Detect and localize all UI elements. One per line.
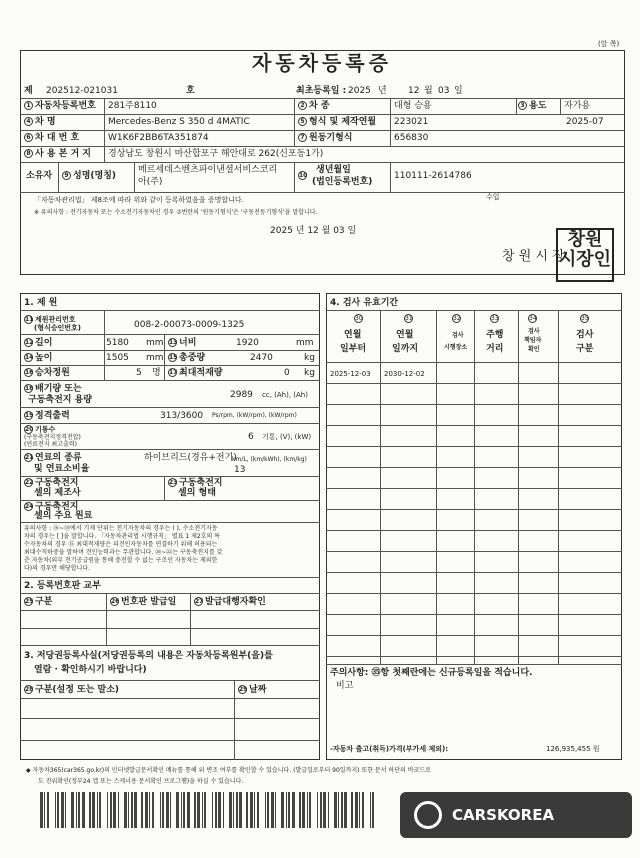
barcode-bar: [225, 792, 227, 828]
barcode-bar: [334, 792, 337, 828]
reg-no-value: 281주8110: [108, 101, 157, 111]
barcode-bar: [260, 792, 263, 828]
reg-no-label: 1 자동차등록번호: [24, 101, 96, 112]
barcode-bar: [338, 792, 339, 828]
barcode-bar: [341, 792, 343, 828]
barcode-bar: [370, 792, 371, 828]
barcode-bar: [288, 792, 290, 828]
vin-value: W1K6F2BB6TA351874: [108, 133, 209, 143]
barcode-bar: [365, 792, 368, 828]
inspection-col-line: [518, 310, 519, 664]
inspection-row-line: [326, 383, 622, 384]
col6-no: 35: [581, 315, 589, 322]
inspection-row-line: [326, 509, 622, 510]
seats-label: 16 승차정원: [25, 368, 70, 378]
barcode-bar: [254, 792, 255, 828]
col4-no: 33: [491, 315, 499, 322]
barcode-bar: [86, 792, 87, 828]
import-label: 수입: [486, 193, 500, 201]
barcode-bar: [257, 792, 259, 828]
certificate-title: 자동차등록증: [252, 51, 392, 75]
cyl-label-2: (구동축전지정격전압): [24, 434, 81, 441]
owner-name-label: 9 성명(명칭): [62, 171, 116, 182]
certificate-no: 202512-021031: [46, 86, 118, 96]
col3-header-b: 시행장소: [444, 344, 468, 351]
barcode-bar: [92, 792, 95, 828]
section2-col-3: 27 발급대행자확인: [195, 597, 266, 607]
inspection-row-line: [326, 614, 622, 615]
section2-col-2: 26 번호판 발급일: [111, 597, 177, 607]
length-value: 5180: [106, 338, 129, 348]
inspection-row-line: [326, 467, 622, 468]
barcode-bar: [265, 792, 266, 828]
inspection-row-line: [326, 446, 622, 447]
barcode-bar: [78, 792, 80, 828]
fuel-unit: km/L, (km/kWh), (km/kg): [232, 456, 307, 463]
col2-header: 연월: [396, 330, 414, 340]
barcode-bar: [307, 792, 308, 828]
barcode-bar: [208, 792, 211, 828]
length-unit: mm: [146, 338, 164, 348]
barcode-bar: [330, 792, 332, 828]
col3-no: 32: [453, 315, 461, 322]
notice-line-1: 「자동차관리법」 제8조에 따라 위와 같이 등록하였음을 증명합니다.: [34, 196, 244, 204]
barcode-bar: [181, 792, 182, 828]
barcode-bar: [82, 792, 85, 828]
barcode-bar: [44, 792, 45, 828]
barcode-bar: [212, 792, 213, 828]
load-label: 17 최대적재량: [169, 368, 223, 378]
issuer-name: 창 원 시 장: [502, 249, 565, 264]
footer-line-1: ◆ 자동차365(car365.go.kr)의 인터넷발급문서확인 메뉴를 통해 위 변조 여부를 확인할 수 있습니다. (발급일로부터 90일까지) 또한 문서 하단의 바코드로: [26, 767, 431, 774]
spec-caution-2: 차의 경우는 [ ]을 말합니다. 「자동차관리법 시행규칙」 별표 1 제2호의 특: [24, 533, 220, 540]
barcode-bar: [103, 792, 106, 828]
barcode-bar: [271, 792, 274, 828]
barcode-bar: [223, 792, 224, 828]
inspection-row-line: [326, 404, 622, 405]
first-reg-month: 12: [408, 86, 420, 96]
disp-unit: cc, (Ah), (Ah): [262, 391, 308, 399]
load-unit: kg: [304, 368, 315, 378]
col5-header-b: 책임자: [524, 337, 542, 344]
barcode-bar: [160, 792, 161, 828]
barcode-bar: [202, 792, 203, 828]
birth-circle: 10: [299, 172, 308, 179]
barcode-bar: [275, 792, 276, 828]
year-value: 2025-07: [566, 117, 604, 127]
section3-col-1: 28 구분(설정 또는 말소): [25, 685, 120, 695]
birth-label-2: (법인등록번호): [312, 177, 373, 187]
engine-label: 7 원동기형식: [298, 133, 352, 144]
power-label: 19 정격출력: [25, 411, 70, 421]
barcode-bar: [170, 792, 171, 828]
col2-no: 31: [405, 315, 413, 322]
year-label: 년: [378, 86, 387, 96]
barcode-bar: [50, 792, 53, 828]
inspection-row-line: [326, 425, 622, 426]
barcode-bar: [113, 792, 116, 828]
barcode-bar: [267, 792, 269, 828]
battery-maker-label-2: 셀의 제조사: [34, 488, 81, 498]
first-reg-day: 03: [438, 86, 450, 96]
barcode-bar: [351, 792, 353, 828]
barcode-bar: [120, 792, 122, 828]
disp-value: 2989: [230, 390, 253, 400]
model-label: 4 차 명: [24, 117, 56, 128]
barcode-bar: [99, 792, 101, 828]
section4-title: 4. 검사 유효기간: [330, 298, 399, 308]
barcode-bar: [239, 792, 242, 828]
use-value: 자가용: [564, 101, 591, 111]
barcode-bar: [71, 792, 74, 828]
inspection-row-line: [326, 362, 622, 363]
barcode-bar: [89, 792, 91, 828]
barcode-bar: [194, 792, 196, 828]
engine-value: 656830: [394, 133, 429, 143]
disp-label: 18 배기량 또는: [25, 384, 82, 394]
barcode-bar: [302, 792, 305, 828]
weight-label: 15 총중량: [169, 353, 206, 363]
barcode-bar: [349, 792, 350, 828]
col5-header: 검사: [528, 328, 540, 335]
barcode-bar: [76, 792, 77, 828]
inspection-col-line: [436, 310, 437, 664]
section2-col-1: 25 구분: [25, 597, 53, 607]
barcode-bar: [124, 792, 127, 828]
birth-label: 생년월일: [316, 165, 351, 175]
barcode-bar: [176, 792, 179, 828]
col3-header: 검사: [452, 332, 464, 339]
barcode-bar: [97, 792, 98, 828]
section3-title-2: 열람 · 확인하시기 바랍니다): [34, 665, 147, 675]
cyl-unit: 기통, (V), (kW): [262, 433, 312, 441]
height-label: 14 높이: [25, 353, 53, 363]
barcode-bar: [155, 792, 158, 828]
spec-no-value: 008-2-00073-0009-1325: [134, 320, 245, 330]
col1-header: 연월: [344, 330, 362, 340]
col4-header: 주행: [486, 330, 504, 340]
spec-caution-6: 다)의 경우만 해당합니다.: [24, 565, 91, 572]
seats-value: 5: [136, 368, 142, 378]
col2-header-b: 일까지: [392, 344, 419, 354]
width-unit: mm: [296, 338, 314, 348]
official-seal: 창원 시장인: [556, 228, 614, 282]
barcode-bar: [128, 792, 129, 828]
section4-caution: 주의사항: ㉟항 첫째란에는 신규등록일을 적습니다.: [330, 668, 533, 678]
barcode-bar: [110, 792, 112, 828]
spec-caution-3: 수자동차의 경우 ⑮ 최대적재량은 피견인자동차를 연결하기 위해 허용되는: [24, 541, 218, 548]
barcode-bar: [320, 792, 322, 828]
brand-watermark: [400, 792, 632, 838]
form-value: 223021: [394, 117, 429, 127]
weight-value: 2470: [250, 353, 273, 363]
cyl-value: 6: [248, 432, 254, 442]
width-label: 13 너비: [169, 338, 197, 348]
width-value: 1920: [236, 338, 259, 348]
barcode-bar: [145, 792, 148, 828]
barcode-bar: [61, 792, 64, 828]
barcode-bar: [317, 792, 318, 828]
vin-label: 6 차 대 번 호: [24, 133, 79, 144]
col6-header-b: 구분: [576, 344, 594, 354]
barcode-bar: [183, 792, 185, 828]
barcode-bar: [65, 792, 66, 828]
notice-line-2: ※ 유의사항 : 전기자동차 또는 수소전기자동차인 경우 ⑦번란의 '원동기형식'은 '구동전동기형식'을 말합니다.: [34, 209, 318, 216]
barcode-bar: [173, 792, 175, 828]
barcode-bar: [149, 792, 150, 828]
barcode-bar: [139, 792, 140, 828]
month-label: 월: [424, 86, 433, 96]
first-reg-label: 최초등록일 :: [296, 86, 347, 96]
location-label: 8 사 용 본 거 지: [24, 149, 91, 160]
inspection-row-line: [326, 530, 622, 531]
barcode-bar: [292, 792, 295, 828]
barcode-bar: [204, 792, 206, 828]
battery-material-label-2: 셀의 주요 원료: [34, 511, 93, 521]
brand-name: CARSKOREA: [452, 806, 555, 824]
barcode-bar: [68, 792, 70, 828]
barcode-bar: [57, 792, 59, 828]
barcode-bar: [40, 792, 43, 828]
barcode-bar: [166, 792, 169, 828]
barcode-bar: [246, 792, 248, 828]
owner-name-value-2: 아(주): [138, 177, 163, 187]
barcode-bar: [236, 792, 238, 828]
section3-title: 3. 저당권등록사실(저당권등록의 내용은 자동차등록원부(을)를: [24, 651, 273, 661]
barcode-bar: [107, 792, 108, 828]
length-label: 12 길이: [25, 338, 53, 348]
barcode-bar: [118, 792, 119, 828]
fuel-label-2: 및 연료소비율: [34, 464, 90, 474]
col1-header-b: 일부터: [340, 344, 367, 354]
barcode-bar: [187, 792, 190, 828]
barcode-bar: [309, 792, 311, 828]
footer-line-2: 도 진위확인(정부24 앱 또는 스캐너용 문서확인 프로그램)을 하실 수 있습니다.: [38, 778, 244, 785]
barcode-bar: [296, 792, 297, 828]
inspection-row-line: [326, 656, 622, 657]
form-year-label: 5 형식 및 제작연월: [298, 117, 376, 128]
col6-header: 검사: [576, 330, 594, 340]
cyl-label-3: (연료전지 최고출력): [24, 441, 77, 448]
power-unit: Ps/rpm, (kW/rpm), (kW/rpm): [212, 412, 297, 419]
barcode-bar: [323, 792, 326, 828]
section2-title: 2. 등록번호판 교부: [24, 581, 101, 591]
height-value: 1505: [106, 353, 129, 363]
birth-value: 110111-2614786: [394, 171, 472, 181]
barcode-bar: [244, 792, 245, 828]
issue-date: 2025 년 12 월 03 일: [270, 226, 357, 236]
section3-col-2: 29 날짜: [239, 685, 267, 695]
use-label: 3 용도: [518, 101, 546, 112]
inspection-from-1: 2025-12-03: [330, 370, 371, 378]
barcode-bar: [162, 792, 164, 828]
page-side-label: (앞 쪽): [598, 40, 620, 48]
barcode-bar: [372, 792, 374, 828]
power-value: 313/3600: [160, 411, 204, 421]
inspection-row-line: [326, 572, 622, 573]
spec-no-label-2: (형식승인번호): [34, 324, 81, 332]
cyl-label: 20 기통수: [25, 425, 56, 434]
barcode-bar: [359, 792, 360, 828]
certificate-no-label: 제: [24, 86, 33, 96]
barcode-bar: [281, 792, 284, 828]
fuel-rate: 13: [234, 465, 246, 475]
verification-barcode: [40, 792, 380, 828]
owner-name-value-1: 메르세데스벤츠파이낸셜서비스코리: [138, 165, 278, 175]
barcode-bar: [197, 792, 200, 828]
first-reg-year: 2025: [348, 86, 371, 96]
barcode-bar: [250, 792, 253, 828]
inspection-col-line: [474, 310, 475, 664]
barcode-bar: [362, 792, 364, 828]
price-value: 126,935,455 원: [546, 745, 600, 753]
barcode-bar: [152, 792, 154, 828]
seats-unit: 명: [152, 368, 161, 378]
price-label: -자동차 출고(취득)가격(부가세 제외):: [330, 745, 449, 753]
day-label: 일: [454, 86, 463, 96]
inspection-row-line: [326, 488, 622, 489]
height-unit: mm: [146, 353, 164, 363]
barcode-bar: [141, 792, 143, 828]
barcode-bar: [278, 792, 280, 828]
inspection-row-line: [326, 635, 622, 636]
inspection-to-1: 2030-12-02: [384, 370, 425, 378]
model-value: Mercedes-Benz S 350 d 4MATIC: [108, 117, 250, 127]
barcode-bar: [355, 792, 358, 828]
section1-title: 1. 제 원: [24, 298, 58, 308]
barcode-bar: [134, 792, 137, 828]
inspection-row-line: [326, 593, 622, 594]
barcode-bar: [229, 792, 232, 828]
brand-logo-icon: [414, 801, 442, 829]
spec-caution-4: 최대수직하중을 말하며 견인능력과는 무관합니다. ⑳~㉒는 구동축전지를 갖: [24, 549, 223, 556]
barcode-bar: [47, 792, 49, 828]
disp-label-2: 구동축전지 용량: [28, 395, 92, 405]
car-type-value: 대형 승용: [394, 101, 432, 111]
barcode-bar: [299, 792, 301, 828]
inspection-col-line: [380, 310, 381, 664]
col5-no: 34: [529, 315, 537, 322]
barcode-bar: [313, 792, 316, 828]
spec-caution-5: 춘 자동차(외부 전기공급원을 통해 충전할 수 없는 구조인 자동차는 제외한: [24, 557, 218, 564]
barcode-bar: [218, 792, 221, 828]
load-value: 0: [284, 368, 290, 378]
barcode-bar: [191, 792, 192, 828]
battery-form-label-2: 셀의 형태: [178, 488, 216, 498]
remarks-label: 비고: [336, 681, 354, 691]
fuel-type: 하이브리드(경유+전기): [144, 453, 237, 463]
battery-maker-label: 22 구동축전지: [25, 478, 79, 488]
fuel-label: 21 연료의 종류: [25, 453, 82, 463]
col5-header-c: 확인: [528, 346, 540, 353]
inspection-col-line: [558, 310, 559, 664]
barcode-bar: [131, 792, 133, 828]
barcode-bar: [286, 792, 287, 828]
certificate-ho-label: 호: [186, 86, 195, 96]
weight-unit: kg: [304, 353, 315, 363]
battery-material-label: 24 구동축전지: [25, 502, 79, 512]
owner-label: 소유자: [26, 171, 53, 181]
battery-form-label: 23 구동축전지: [169, 478, 223, 488]
col1-no: 30: [355, 315, 363, 322]
barcode-bar: [344, 792, 347, 828]
car-type-label: 2 차 종: [298, 101, 330, 112]
spec-caution-1: 유의사항 : ⑯~⑱에서 기재 단위는 전기자동차의 경우는 ( ), 수소전기자동: [24, 525, 218, 532]
barcode-bar: [233, 792, 234, 828]
spec-no-label: 11 제원관리번호: [25, 315, 76, 324]
location-value: 경상남도 창원시 마산합포구 해안대로 262(신포동1가): [108, 149, 324, 159]
barcode-bar: [55, 792, 56, 828]
barcode-bar: [215, 792, 217, 828]
col4-header-b: 거리: [486, 344, 504, 354]
inspection-row-line: [326, 551, 622, 552]
barcode-bar: [328, 792, 329, 828]
